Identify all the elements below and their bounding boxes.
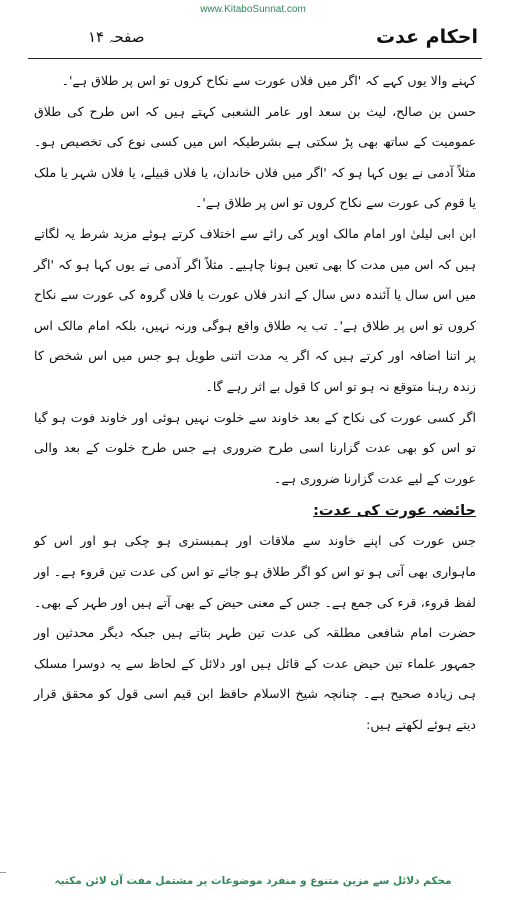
paragraph: ابن ابی لیلیٰ اور امام مالک اوپر کی رائے سے اختلاف کرتے ہوئے مزید شرط یہ لگاتے ہیں کہ اس میں مدت کا بھی تعین ہونا چاہیے۔ مثلاً اگر آدمی نے یوں کہا ہو کہ 'اگر میں اس سال یا آئندہ دس سال کے اندر فلاں عورت یا فلاں گروہ کی عورت سے نکاح کروں تو اس پر طلاق ہے'۔ تب یہ طلاق واقع ہوگی ورنہ نہیں، بلکہ امام مالک اس پر اتنا اضافہ اور کرتے ہیں کہ اگر یہ مدت اتنی طویل ہو جس میں اس شخص کا زندہ رہنا متوقع نہ ہو تو اس کا قول بے اثر رہے گا۔ <box>34 225 476 394</box>
page-header <box>28 26 482 56</box>
header-divider <box>28 58 482 59</box>
paragraph: جس عورت کی اپنے خاوند سے ملاقات اور ہمبستری ہو چکی ہو اور اس کو ماہواری بھی آتی ہو تو اس کو اگر طلاق ہو جائے تو اس کی عدت تین قروء ہے۔ اور لفظ قروء، قرء کی جمع ہے۔ جس کے معنی حیض کے بھی آتے ہیں اور طہر کے بھی۔ حضرت امام شافعی مطلقہ کی عدت تین طہر بتاتے ہیں جبکہ دیگر محدثین اور جمہور علماء تین حیض عدت کے قائل ہیں اور دلائل کے لحاظ سے یہ دوسرا مسلک ہی زیادہ صحیح ہے۔ چنانچہ شیخ الاسلام حافظ ابن قیم اسی قول کو محقق قرار دیتے ہوئے لکھتے ہیں: <box>34 533 476 732</box>
paragraph: کہنے والا یوں کہے کہ 'اگر میں فلاں عورت سے نکاح کروں تو اس پر طلاق ہے'۔ <box>61 73 476 88</box>
paragraph: حسن بن صالح، لیث بن سعد اور عامر الشعبی کہتے ہیں کہ اس طرح کی طلاق عمومیت کے ساتھ بھی پڑ سکتی ہے بشرطیکہ اس میں کسی نوع کی تخصیص ہو۔ مثلاً آدمی نے یوں کہا ہو کہ 'اگر میں فلاں خاندان، یا فلاں قبیلے، یا فلاں شہر یا ملک یا قوم کی عورت سے نکاح کروں تو اس پر طلاق ہے'۔ <box>34 103 476 211</box>
page-body <box>34 66 476 740</box>
page-number: ﺻﻔﺤﮧ ١۴ <box>88 28 145 46</box>
site-url: www.KitaboSunnat.com <box>200 4 306 15</box>
section-heading: حائضہ عورت کی عدت: <box>313 503 476 520</box>
page-title: احکام عدت <box>376 26 478 48</box>
footer-divider <box>0 872 6 873</box>
footer-tagline: محکم دلائل سے مزین متنوع و منفرد موضوعات پر مشتمل مفت آن لائن مکتبہ <box>54 875 452 887</box>
paragraph: اگر کسی عورت کی نکاح کے بعد خاوند سے خلوت نہیں ہوئی اور خاوند فوت ہو گیا تو اس کو بھی عدت گزارنا اسی طرح ضروری ہے جس طرح خلوت کے بعد والی عورت کے لیے عدت گزارنا ضروری ہے۔ <box>34 409 476 486</box>
